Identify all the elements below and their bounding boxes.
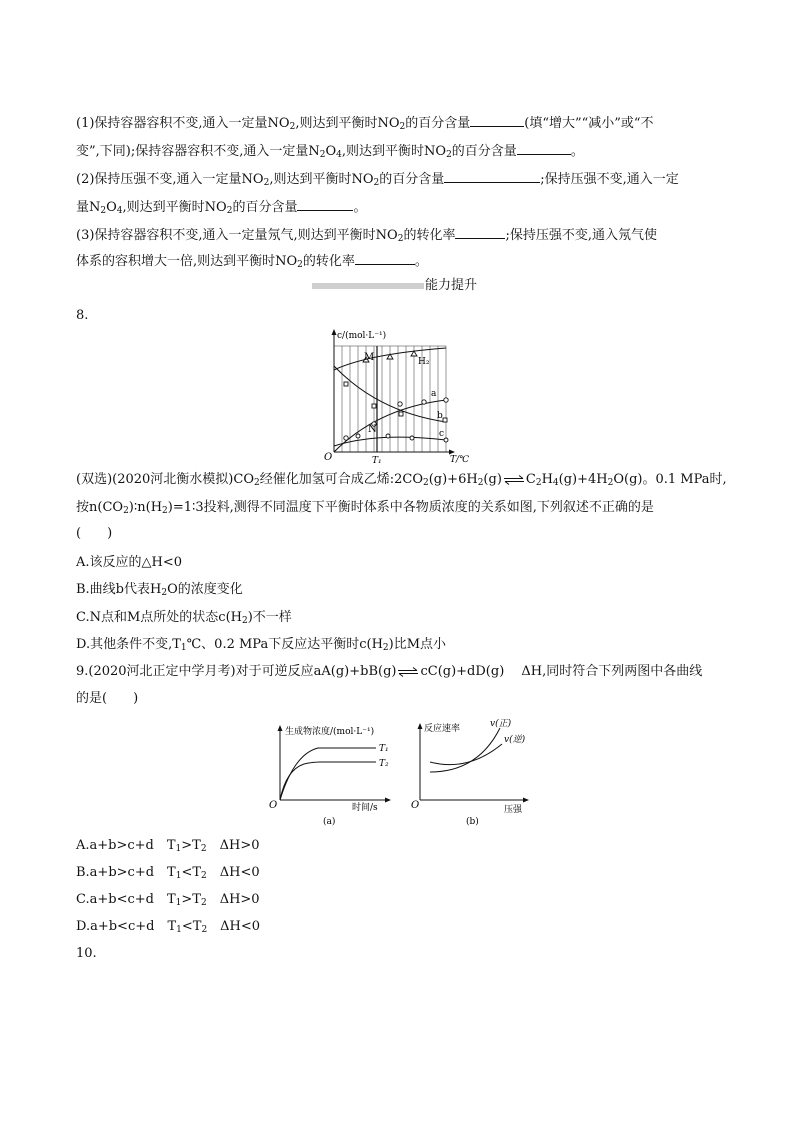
equilibrium-arrow-icon: [503, 475, 525, 485]
label-t1: T₁: [379, 744, 389, 754]
q10-number: 10.: [76, 946, 97, 961]
answer-blank[interactable]: [470, 112, 524, 127]
q9-option-a: A.a+b>c+d $T_1>T_2$ ΔH>0: [76, 838, 260, 854]
x-axis-arrow: [385, 798, 391, 803]
curve-v-forward: [430, 728, 500, 772]
label-c: c: [439, 429, 445, 439]
origin-label: O: [324, 452, 333, 463]
x-axis-arrow: [449, 450, 455, 455]
q9-option-c: C.a+b<c+d $T_1>T_2$ ΔH>0: [76, 892, 260, 908]
q8-number: 8.: [76, 308, 89, 323]
q7-part2-line1: (2)保持压强不变,通入一定量$NO_2$,则达到平衡时$NO_2$的百分含量 ;保持压强不变,通入一定: [76, 168, 679, 190]
x-axis-label: T/℃: [450, 455, 470, 465]
q8-option-b: B.曲线b代表$H_2O$的浓度变化: [76, 582, 243, 598]
answer-blank[interactable]: [355, 250, 415, 265]
answer-blank[interactable]: [297, 196, 353, 211]
q7-part3-line2: 体系的容积增大一倍,则达到平衡时$NO_2$的转化率 。: [76, 250, 428, 272]
q9-stem-line1: 9.(2020河北正定中学月考)对于可逆反应aA(g)+bB(g) cC(g)+dD(g) ΔH,同时符合下列两图中各曲线: [76, 664, 703, 679]
label-a: a: [431, 389, 437, 399]
q8-option-c: C.N点和M点所处的状态$c(H_2)$不一样: [76, 610, 292, 626]
label-h2: H₂: [418, 357, 430, 367]
y-axis-arrow: [278, 725, 283, 731]
q8-option-d: D.其他条件不变$,T_1℃$、0.2 MPa下反应达平衡时$c(H_2)$比M点小: [76, 637, 447, 653]
label-b: b: [437, 411, 443, 421]
section-bar: [312, 283, 424, 289]
t1-label: T₁: [372, 456, 382, 466]
caption-b: (b): [466, 817, 479, 827]
q8-figure: [318, 326, 478, 466]
q8-stem-line1: (双选)(2020河北衡水模拟)$CO_2$经催化加氢可合成乙烯$:2CO_2(g)+6H_2(g)$ $C_2H_4(g)+4H_2O(g)$。0.1 MPa时,: [76, 472, 727, 488]
q9-option-d: D.a+b<c+d $T_1<T_2$ ΔH<0: [76, 919, 261, 935]
label-m: M: [364, 352, 375, 363]
q9-option-b: B.a+b>c+d $T_1<T_2$ ΔH<0: [76, 865, 260, 881]
curve-t1: [280, 748, 376, 800]
label-v-reverse: v(逆): [504, 735, 526, 745]
y-axis-arrow: [332, 329, 337, 335]
q7-part1-line2: 变”,下同);保持容器容积不变,通入一定量$N_2O_4$,则达到平衡时$NO_2$的百分含量 。: [76, 140, 584, 162]
equilibrium-arrow-icon: [397, 667, 419, 677]
y-axis-label: c/(mol·L⁻¹): [337, 331, 387, 341]
y-axis-label: 生成物浓度/(mol·L⁻¹): [285, 727, 375, 737]
q7-part3-line1: (3)保持容器容积不变,通入一定量氖气,则达到平衡时$NO_2$的转化率 ;保持压强不变,通入氖气使: [76, 224, 657, 246]
answer-blank[interactable]: [455, 224, 505, 239]
caption-a: (a): [323, 817, 336, 827]
x-axis-label: 时间/s: [352, 803, 378, 813]
y-axis-arrow: [418, 723, 423, 729]
section-title: 能力提升: [425, 278, 478, 293]
y-axis-label: 反应速率: [424, 724, 461, 734]
origin-label: O: [411, 800, 420, 811]
q9-stem-line2: 的是( ): [76, 691, 139, 706]
section-header: [312, 276, 487, 296]
label-t2: T₂: [379, 759, 389, 769]
x-axis-arrow: [523, 798, 529, 803]
q8-option-a: A.该反应的△H<0: [76, 555, 183, 570]
q8-stem-line2: 按$n(CO_2)∶n(H_2)=1∶3$投料,测得不同温度下平衡时体系中各物质浓度的关系如图,下列叙述不正确的是: [76, 500, 654, 516]
answer-blank[interactable]: [444, 168, 540, 183]
q7-part2-line2: 量$N_2O_4$,则达到平衡时$NO_2$的百分含量 。: [76, 196, 366, 218]
curve-v-reverse: [430, 744, 502, 765]
q9-figure-b: [408, 716, 538, 828]
q9-figure-a: [260, 722, 400, 828]
label-v-forward: v(正): [490, 719, 512, 729]
answer-blank[interactable]: [517, 140, 571, 155]
q7-part1-line1: (1)保持容器容积不变,通入一定量$NO_2$,则达到平衡时$NO_2$的百分含量 (填“增大”“减小”或“不: [76, 112, 654, 134]
q8-answer-paren: ( ): [76, 526, 113, 541]
origin-label: O: [269, 800, 278, 811]
x-axis-label: 压强: [504, 805, 523, 815]
label-n: N: [368, 424, 377, 435]
